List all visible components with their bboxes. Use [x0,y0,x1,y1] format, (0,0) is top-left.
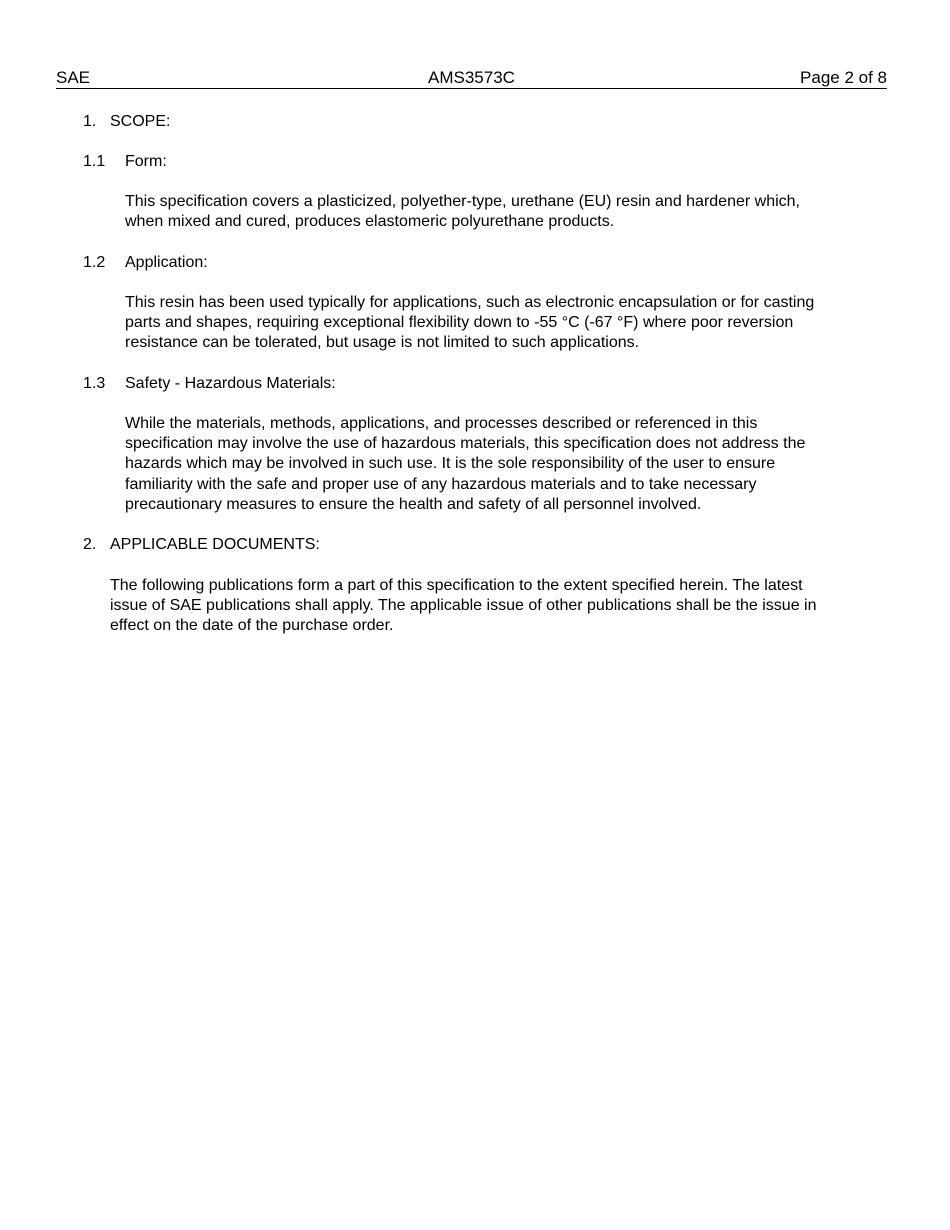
section-form-heading [83,152,383,172]
section-application-heading [83,253,383,273]
section-safety-paragraph [125,414,885,515]
paragraph-line: resistance can be tolerated, but usage is not limited to such applications. [125,334,640,352]
section-application-paragraph [125,293,885,354]
header-page-number: Page 2 of 8 [800,68,887,87]
section-number: 1.3 [83,375,106,392]
section-applicable-documents-paragraph [110,576,890,637]
section-number: 2. [83,536,97,553]
paragraph-line: This specification covers a plasticized, polyether-type, urethane (EU) resin and hardener which, [125,193,800,210]
header-document-id: AMS3573C [428,68,515,87]
section-form-paragraph [125,192,885,232]
paragraph-line: While the materials, methods, applications, and processes described or referenced in this [125,415,758,432]
paragraph-line: issue of SAE publications shall apply. The applicable issue of other publications shall be the issue in [110,597,817,615]
paragraph-line: specification may involve the use of hazardous materials, this specification does not address the [125,435,806,453]
paragraph-line: when mixed and cured, produces elastomeric polyurethane products. [125,213,615,231]
section-number: 1.1 [83,153,106,170]
section-number: 1.2 [83,254,106,271]
section-applicable-documents-heading [83,535,483,555]
section-number: 1. [83,113,97,130]
section-title: Safety - Hazardous Materials: [125,375,336,392]
paragraph-line: precautionary measures to ensure the health and safety of all personnel involved. [125,495,702,513]
paragraph-line: familiarity with the safe and proper use of any hazardous materials and to take necessary [125,475,757,493]
section-title: Form: [125,153,167,170]
section-title: SCOPE: [110,113,171,130]
header-organization: SAE [56,68,91,87]
paragraph-line: The following publications form a part of this specification to the extent specified herein. The latest [110,577,803,594]
section-title: APPLICABLE DOCUMENTS: [110,536,320,553]
paragraph-line: hazards which may be involved in such use. It is the sole responsibility of the user to ensure [125,455,776,473]
section-title: Application: [125,254,208,271]
section-scope-heading [83,112,383,132]
paragraph-line: This resin has been used typically for applications, such as electronic encapsulation or for casting [125,294,815,311]
paragraph-line: parts and shapes, requiring exceptional flexibility down to -55 °C (-67 °F) where poor reversion [125,314,794,332]
paragraph-line: effect on the date of the purchase order. [110,617,394,635]
section-safety-heading [83,374,483,394]
page-header [56,68,887,89]
